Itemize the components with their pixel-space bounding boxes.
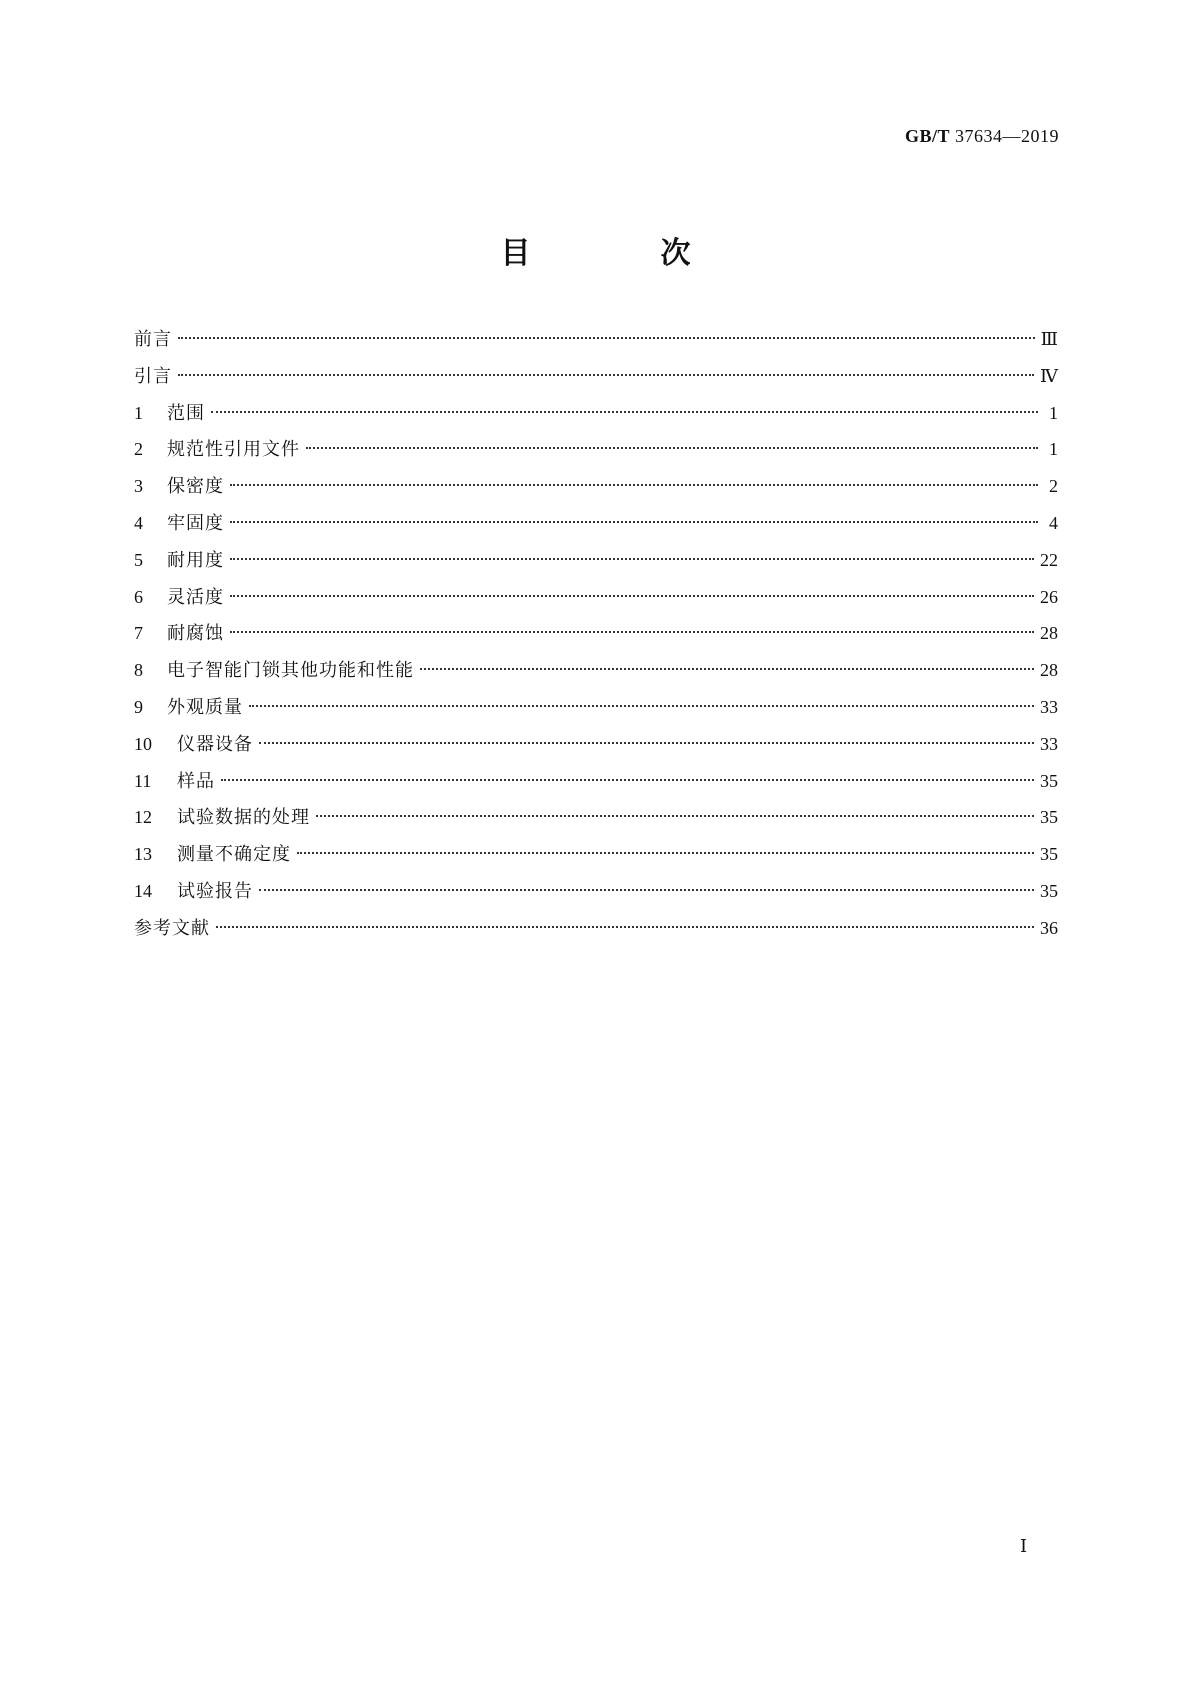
toc-entry-title: 测量不确定度: [177, 844, 291, 866]
toc-entry[interactable]: [134, 579, 1058, 616]
toc-leader-dots: [230, 631, 1034, 633]
toc-entry-number: 3: [134, 476, 143, 497]
toc-entry[interactable]: [134, 836, 1058, 873]
toc-entry-title: 电子智能门锁其他功能和性能: [167, 660, 414, 682]
toc-entry-title: 牢固度: [167, 512, 224, 534]
toc-entry-page: 2: [1049, 476, 1058, 497]
toc-entry-title: 范围: [167, 402, 205, 424]
toc-entry[interactable]: [134, 321, 1058, 358]
toc-entry-page: 35: [1040, 807, 1058, 828]
toc-leader-dots: [306, 447, 1038, 449]
toc-entry[interactable]: [134, 689, 1058, 726]
toc-entry-number: 6: [134, 586, 143, 607]
toc-entry-number: 14: [134, 880, 152, 901]
toc-leader-dots: [230, 484, 1038, 486]
toc-entry-page: Ⅳ: [1040, 365, 1058, 386]
table-of-contents: [134, 321, 1058, 947]
toc-leader-dots: [216, 926, 1034, 928]
toc-entry-number: 13: [134, 844, 152, 865]
toc-leader-dots: [249, 705, 1034, 707]
toc-entry-page: 1: [1049, 439, 1058, 460]
toc-entry-title: 试验数据的处理: [177, 807, 310, 829]
toc-entry-page: 33: [1040, 696, 1058, 717]
toc-leader-dots: [178, 374, 1034, 376]
page-title: 目 次: [500, 236, 741, 271]
toc-entry-page: 36: [1040, 917, 1058, 938]
toc-entry[interactable]: [134, 873, 1058, 910]
toc-entry-number: 4: [134, 512, 143, 533]
toc-leader-dots: [230, 521, 1038, 523]
toc-entry-page: 4: [1049, 512, 1058, 533]
toc-leader-dots: [259, 742, 1034, 744]
toc-leader-dots: [221, 779, 1034, 781]
toc-entry-number: 7: [134, 623, 143, 644]
toc-entry-number: 8: [134, 660, 143, 681]
toc-leader-dots: [230, 595, 1034, 597]
toc-entry[interactable]: [134, 468, 1058, 505]
toc-entry-number: 12: [134, 807, 152, 828]
toc-entry[interactable]: [134, 542, 1058, 579]
toc-entry-title: 规范性引用文件: [167, 439, 300, 461]
toc-entry[interactable]: [134, 910, 1058, 947]
toc-entry[interactable]: [134, 763, 1058, 800]
toc-entry-page: 33: [1040, 733, 1058, 754]
toc-entry-page: 1: [1049, 402, 1058, 423]
toc-entry-title: 耐用度: [167, 549, 224, 571]
standard-code: [905, 126, 1059, 147]
toc-entry[interactable]: [134, 505, 1058, 542]
page-number: Ⅰ: [1020, 1536, 1028, 1556]
toc-entry[interactable]: [134, 615, 1058, 652]
toc-leader-dots: [230, 558, 1034, 560]
toc-entry-page: 35: [1040, 770, 1058, 791]
toc-entry-number: 9: [134, 696, 143, 717]
toc-entry-number: 1: [134, 402, 143, 423]
toc-leader-dots: [420, 668, 1034, 670]
toc-entry-page: 26: [1040, 586, 1058, 607]
standard-number: 37634—2019: [955, 126, 1059, 146]
toc-entry-page: 22: [1040, 549, 1058, 570]
toc-entry-title: 耐腐蚀: [167, 623, 224, 645]
toc-entry-title: 外观质量: [167, 696, 243, 718]
toc-entry-title: 仪器设备: [177, 733, 253, 755]
toc-entry-title: 样品: [177, 770, 215, 792]
toc-entry[interactable]: [134, 358, 1058, 395]
toc-entry-number: 2: [134, 439, 143, 460]
toc-entry-title: 参考文献: [134, 917, 210, 939]
toc-leader-dots: [211, 411, 1038, 413]
toc-entry-page: 28: [1040, 660, 1058, 681]
toc-leader-dots: [178, 337, 1035, 339]
toc-entry-page: 35: [1040, 880, 1058, 901]
standard-prefix: GB/T: [904, 126, 950, 146]
toc-entry-page: 35: [1040, 844, 1058, 865]
toc-leader-dots: [316, 815, 1034, 817]
toc-entry-number: 10: [134, 733, 152, 754]
toc-entry-page: Ⅲ: [1040, 329, 1058, 349]
toc-entry[interactable]: [134, 799, 1058, 836]
toc-entry[interactable]: [134, 395, 1058, 432]
toc-entry[interactable]: [134, 726, 1058, 763]
toc-entry-title: 引言: [134, 365, 172, 387]
toc-leader-dots: [297, 852, 1034, 854]
toc-entry-title: 灵活度: [167, 586, 224, 608]
toc-entry[interactable]: [134, 652, 1058, 689]
toc-entry[interactable]: [134, 431, 1058, 468]
toc-entry-title: 前言: [134, 329, 172, 350]
toc-entry-page: 28: [1040, 623, 1058, 644]
toc-entry-title: 试验报告: [177, 880, 253, 902]
toc-entry-title: 保密度: [167, 476, 224, 498]
toc-leader-dots: [259, 889, 1034, 891]
toc-entry-number: 5: [134, 549, 143, 570]
toc-entry-number: 11: [134, 770, 152, 791]
